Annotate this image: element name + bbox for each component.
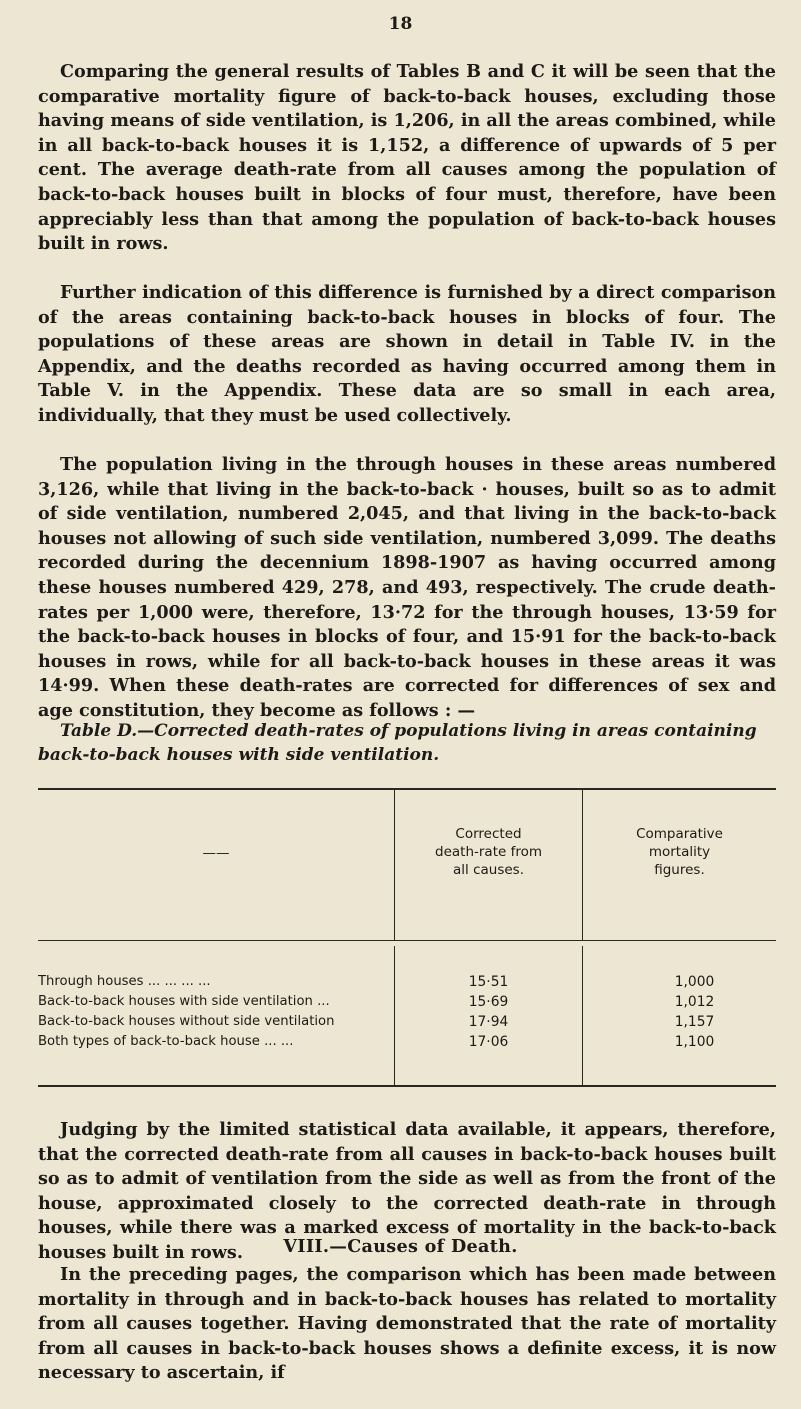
row-label: Back-to-back houses without side ventilation — [38, 1014, 335, 1029]
row-cmf: 1,157 — [674, 1014, 715, 1030]
paragraph-text: Judging by the limited statistical data available, it appears, therefore, that the corrected death-rate from all causes in back-to-back houses built so as to admit of ventilation from the side as well as from the front of the house, approximated closely to the corrected death-rate in through houses, while there was a marked excess of mortality in the back-to-back houses built in rows. — [38, 1119, 776, 1263]
table-rule-bottom — [38, 1085, 776, 1087]
header-line: mortality — [648, 844, 711, 860]
table-row — [38, 974, 776, 993]
row-label: Through houses ... ... ... ... — [38, 974, 211, 989]
paragraph — [38, 453, 776, 724]
header-blank: —— — [202, 845, 230, 861]
table-rule-header — [38, 940, 776, 941]
page-number: 18 — [388, 14, 413, 34]
header-comparative-mortality — [583, 825, 776, 879]
paragraph — [38, 60, 776, 257]
header-line: all causes. — [453, 862, 524, 878]
row-cmf: 1,012 — [674, 994, 715, 1010]
row-cmf: 1,100 — [674, 1034, 715, 1050]
row-rate: 15·51 — [468, 974, 509, 990]
section-heading: VIII.—Causes of Death. — [283, 1236, 518, 1257]
paragraph-text: In the preceding pages, the comparison which has been made between mortality in through and in back-to-back houses has related to mortality from all causes together. Having demonstrated that the rate of mortality from all causes in back-to-back houses shows a definite excess, it is now necessary to ascertain, if — [38, 1264, 776, 1384]
table-row — [38, 1014, 776, 1033]
paragraph — [38, 281, 776, 429]
row-label: Back-to-back houses with side ventilation ... — [38, 994, 330, 1009]
table-caption: Table D.—Corrected death-rates of populations living in areas containing back-to-back houses with side ventilation. — [38, 721, 757, 765]
header-line: figures. — [654, 862, 705, 878]
header-line: Corrected — [455, 826, 522, 842]
header-corrected-death-rate — [395, 825, 582, 879]
table-rule-top — [38, 788, 776, 790]
table-row — [38, 994, 776, 1013]
paragraph — [38, 1263, 776, 1386]
paragraph-text: Comparing the general results of Tables B and C it will be seen that the comparative mortality figure of back-to-back houses, excluding those having means of side ventilation, is 1,206, in all the areas combined, while in all back-to-back houses it is 1,152, a difference of upwards of 5 per cent. The average death-rate from all causes among the population of back-to-back houses built in blocks of four must, therefore, have been appreciably less than that among the population of back-to-back houses built in rows. — [38, 61, 776, 255]
table-row — [38, 1034, 776, 1053]
row-label: Both types of back-to-back house ... ... — [38, 1034, 294, 1049]
row-cmf: 1,000 — [674, 974, 715, 990]
header-line: Comparative — [636, 826, 723, 842]
row-rate: 17·06 — [468, 1034, 509, 1050]
paragraph-text: The population living in the through houses in these areas numbered 3,126, while that living in the back-to-back · houses, built so as to admit of side ventilation, numbered 2,045, and that living in the back-to-back houses not allowing of such side ventilation, numbered 3,099. The deaths recorded during the decennium 1898-1907 as having occurred among these houses numbered 429, 278, and 493, respectively. The crude death-rates per 1,000 were, therefore, 13·72 for the through houses, 13·59 for the back-to-back houses in blocks of four, and 15·91 for the back-to-back houses in rows, while for all back-to-back houses in these areas it was 14·99. When these death-rates are corrected for differences of sex and age constitution, they become as follows : — — [38, 454, 776, 721]
paragraph-text: Further indication of this difference is furnished by a direct comparison of the areas containing back-to-back houses in blocks of four. The populations of these areas are shown in detail in Table IV. in the Appendix, and the deaths recorded as having occurred among them in Table V. in the Appendix. These data are so small in each area, individually, that they must be used collectively. — [38, 282, 776, 426]
row-rate: 15·69 — [468, 994, 509, 1010]
header-line: death-rate from — [435, 844, 542, 860]
row-rate: 17·94 — [468, 1014, 509, 1030]
